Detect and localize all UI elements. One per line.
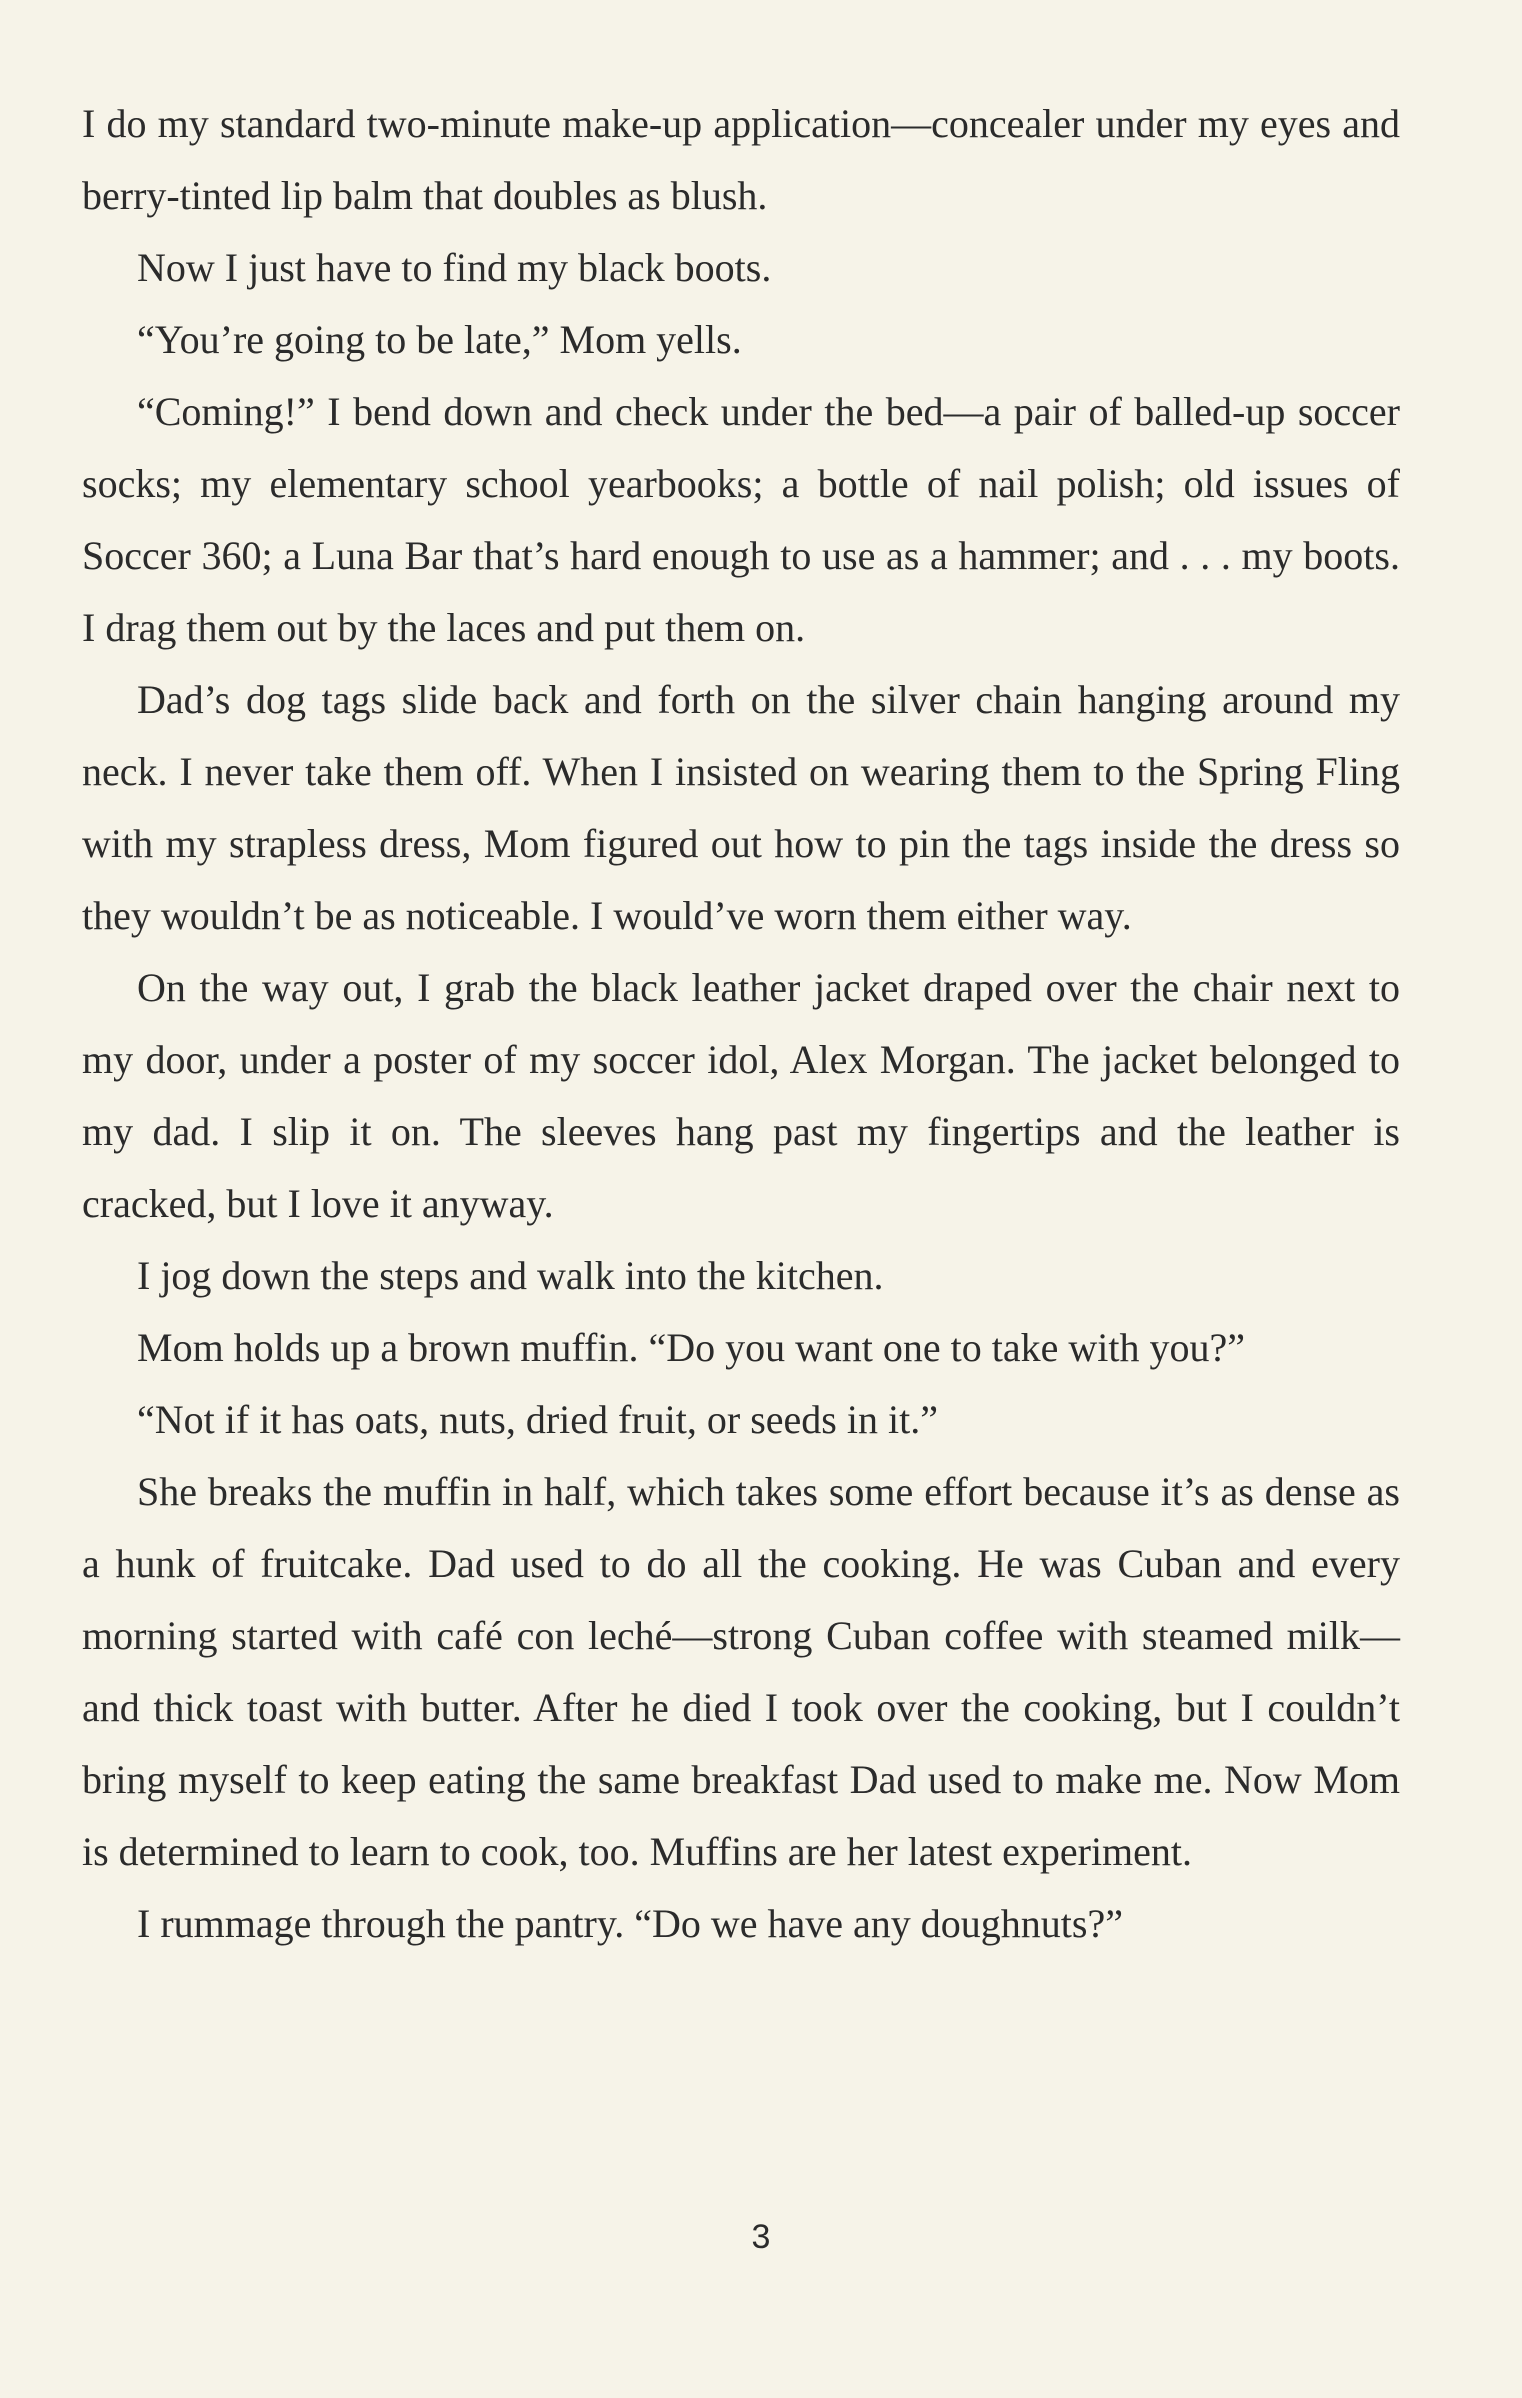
paragraph: Dad’s dog tags slide back and forth on the silver chain hanging around my neck. I never take them off. When I insisted on wearing them to the Spring Fling with my strapless dress, Mom figured out how to pin the tags inside the dress so they wouldn’t be as noticeable. I would’ve worn them either way. [82,677,1400,938]
body-text [82,88,1400,1960]
paragraph: She breaks the muffin in half, which takes some effort because it’s as dense as a hunk of fruitcake. Dad used to do all the cooking. He was Cuban and every morning started with café con leché—strong Cuban coffee with steamed milk—and thick toast with butter. After he died I took over the cooking, but I couldn’t bring myself to keep eating the same breakfast Dad used to make me. Now Mom is determined to learn to cook, too. Muffins are her latest experiment. [82,1469,1400,1874]
paragraph: Mom holds up a brown muffin. “Do you want one to take with you?” [137,1325,1245,1370]
paragraph: “Coming!” I bend down and check under the bed—a pair of balled-up soccer socks; my elementary school yearbooks; a bottle of nail polish; old issues of Soccer 360; a Luna Bar that’s hard enough to use as a hammer; and . . . my boots. I drag them out by the laces and put them on. [82,389,1400,650]
page-number: 3 [751,2218,771,2256]
paragraph: “Not if it has oats, nuts, dried fruit, or seeds in it.” [137,1397,938,1442]
paragraph: I rummage through the pantry. “Do we have any doughnuts?” [137,1901,1123,1946]
paragraph: I do my standard two-minute make-up application—concealer under my eyes and berry-tinted lip balm that doubles as blush. [82,101,1400,218]
paragraph: Now I just have to find my black boots. [137,245,772,290]
paragraph: I jog down the steps and walk into the kitchen. [137,1253,884,1298]
paragraph: On the way out, I grab the black leather jacket draped over the chair next to my door, under a poster of my soccer idol, Alex Morgan. The jacket belonged to my dad. I slip it on. The sleeves hang past my fingertips and the leather is cracked, but I love it anyway. [82,965,1400,1226]
paragraph: “You’re going to be late,” Mom yells. [137,317,742,362]
